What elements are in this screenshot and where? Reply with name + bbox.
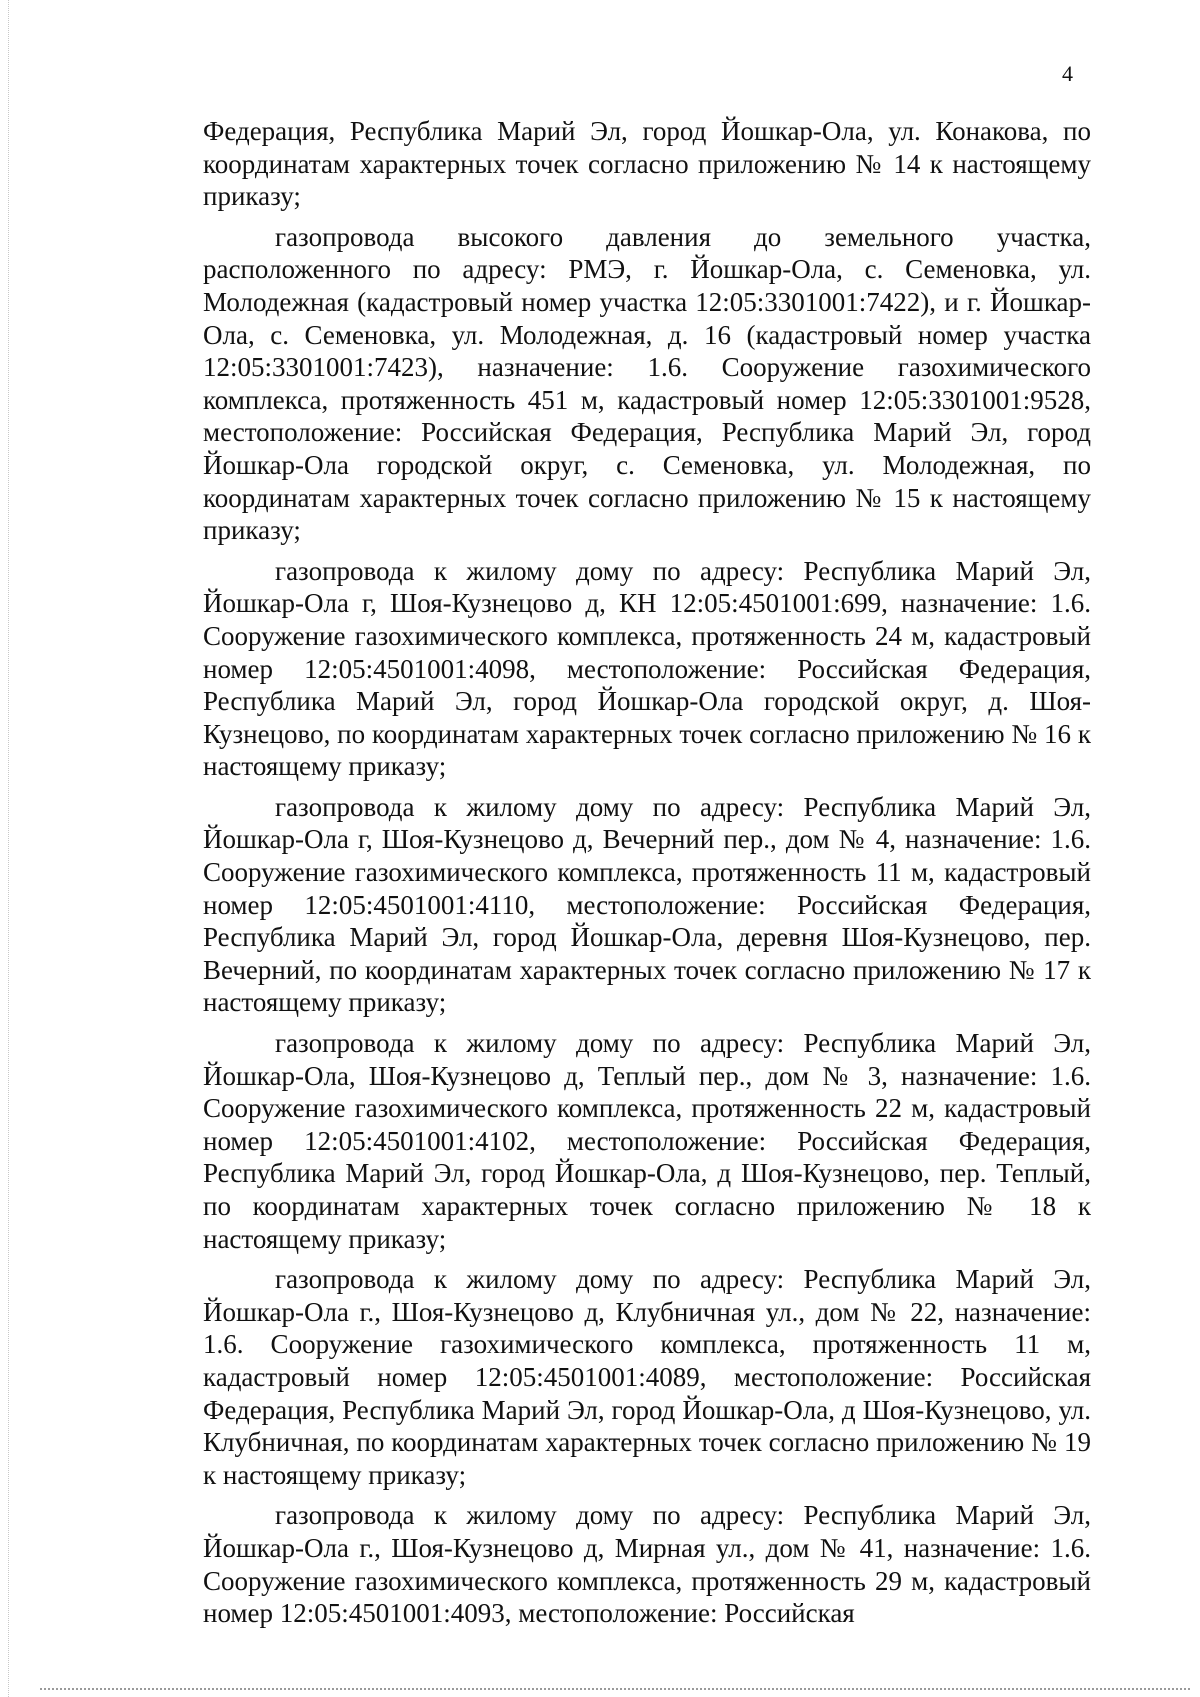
document-body <box>203 115 1091 1638</box>
paragraph-semenovka-pipeline: газопровода высокого давления до земельного участка, расположенного по адресу: РМЭ, г. Йошкар-Ола, с. Семеновка, ул. Молодежная (кадастровый номер участка 12:05:3301001:7422), и г. Йошкар-Ола, с. Семеновка, ул. Молодежная, д. 16 (кадастровый номер участка 12:05:3301001:7423), назначение: 1.6. Сооружение газохимического комплекса, протяженность 451 м, кадастровый номер 12:05:3301001:9528, местоположение: Российская Федерация, Республика Марий Эл, город Йошкар-Ола городской округ, с. Семеновка, ул. Молодежная, по координатам характерных точек согласно приложению № 15 к настоящему приказу; <box>203 221 1091 546</box>
paragraph-kn-699-pipeline: газопровода к жилому дому по адресу: Республика Марий Эл, Йошкар-Ола г, Шоя-Кузнецово д, КН 12:05:4501001:699, назначение: 1.6. Сооружение газохимического комплекса, протяженность 24 м, кадастровый номер 12:05:4501001:4098, местоположение: Российская Федерация, Республика Марий Эл, город Йошкар-Ола городской округ, д. Шоя-Кузнецово, по координатам характерных точек согласно приложению № 16 к настоящему приказу; <box>203 555 1091 782</box>
paragraph-teply-pipeline: газопровода к жилому дому по адресу: Республика Марий Эл, Йошкар-Ола, Шоя-Кузнецово д, Теплый пер., дом № 3, назначение: 1.6. Сооружение газохимического комплекса, протяженность 22 м, кадастровый номер 12:05:4501001:4102, местоположение: Российская Федерация, Республика Марий Эл, город Йошкар-Ола, д Шоя-Кузнецово, пер. Теплый, по координатам характерных точек согласно приложению № 18 к настоящему приказу; <box>203 1028 1091 1254</box>
scan-edge-left <box>8 0 10 1697</box>
paragraph-vecherny-pipeline: газопровода к жилому дому по адресу: Республика Марий Эл, Йошкар-Ола г, Шоя-Кузнецово д, Вечерний пер., дом № 4, назначение: 1.6. Сооружение газохимического комплекса, протяженность 11 м, кадастровый номер 12:05:4501001:4110, местоположение: Российская Федерация, Республика Марий Эл, город Йошкар-Ола, деревня Шоя-Кузнецово, пер. Вечерний, по координатам характерных точек согласно приложению № 17 к настоящему приказу; <box>203 791 1091 1018</box>
paragraph-mirnaya-pipeline: газопровода к жилому дому по адресу: Республика Марий Эл, Йошкар-Ола г., Шоя-Кузнецово д, Мирная ул., дом № 41, назначение: 1.6. Сооружение газохимического комплекса, протяженность 29 м, кадастровый номер 12:05:4501001:4093, местоположение: Российская <box>203 1500 1091 1629</box>
page-number: 4 <box>1062 61 1073 86</box>
paragraph-continuation: Федерация, Республика Марий Эл, город Йошкар-Ола, ул. Конакова, по координатам характерных точек согласно приложению № 14 к настоящему приказу; <box>203 116 1091 212</box>
paragraph-klubnichnaya-pipeline: газопровода к жилому дому по адресу: Республика Марий Эл, Йошкар-Ола г., Шоя-Кузнецово д, Клубничная ул., дом № 22, назначение: 1.6. Сооружение газохимического комплекса, протяженность 11 м, кадастровый номер 12:05:4501001:4089, местоположение: Российская Федерация, Республика Марий Эл, город Йошкар-Ола, д Шоя-Кузнецово, ул. Клубничная, по координатам характерных точек согласно приложению № 19 к настоящему приказу; <box>203 1264 1091 1490</box>
scan-edge-bottom <box>40 1688 1190 1690</box>
